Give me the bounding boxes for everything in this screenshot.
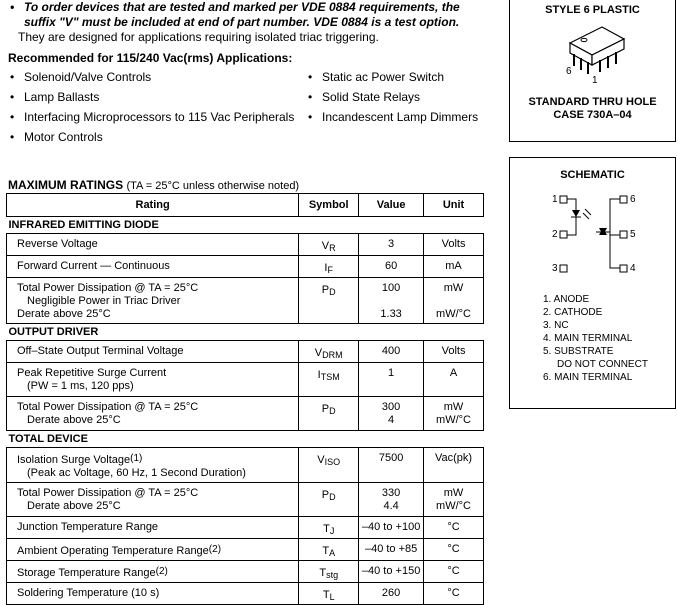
cell-symbol: $T_L$ bbox=[299, 583, 359, 605]
ratings-condition: (TA = 25°C unless otherwise noted) bbox=[126, 180, 300, 192]
schematic-pin-3: 3 bbox=[552, 263, 558, 274]
intro-paragraph bbox=[8, 0, 498, 45]
table-row bbox=[7, 583, 484, 605]
rating-line: Peak Repetitive Surge Current bbox=[17, 367, 167, 379]
cell-value: –40 to +150 bbox=[359, 561, 424, 583]
list-item: 3. NC bbox=[543, 320, 569, 331]
cell-unit: mW mW/°C bbox=[424, 278, 484, 324]
pin-1-label: 1 bbox=[592, 75, 598, 86]
cell-value: 1 bbox=[359, 363, 424, 397]
rating-line: (Peak ac Voltage, 60 Hz, 1 Second Duration) bbox=[27, 467, 246, 479]
cell-rating bbox=[7, 397, 299, 431]
cell-unit: Volts bbox=[424, 341, 484, 363]
list-item: • Solid State Relays bbox=[306, 87, 478, 107]
cell-symbol: $P_D$ bbox=[299, 278, 359, 324]
cell-unit: Volts bbox=[424, 234, 484, 256]
cell-unit: °C bbox=[424, 517, 484, 539]
rating-line: Derate above 25°C bbox=[27, 500, 121, 512]
schematic-pin-2: 2 bbox=[552, 229, 558, 240]
cell-unit: °C bbox=[424, 583, 484, 605]
cell-symbol: $V_{DRM}$ bbox=[299, 341, 359, 363]
cell-value: –40 to +85 bbox=[359, 539, 424, 561]
list-item: 6. MAIN TERMINAL bbox=[543, 372, 633, 383]
applications-right-list bbox=[306, 67, 478, 127]
list-item: DO NOT CONNECT bbox=[557, 359, 648, 370]
rating-line: Derate above 25°C bbox=[27, 414, 121, 426]
section-ired: INFRARED EMITTING DIODE bbox=[8, 219, 159, 231]
table-row bbox=[7, 517, 484, 539]
cell-rating: Junction Temperature Range bbox=[7, 517, 299, 539]
cell-value: 300 4 bbox=[359, 397, 424, 431]
rating-line: Total Power Dissipation @ TA = 25°C bbox=[17, 401, 199, 413]
applications-title: Recommended for 115/240 Vac(rms) Applications: bbox=[8, 51, 293, 65]
section-row bbox=[7, 217, 484, 234]
cell-symbol: $I_F$ bbox=[299, 256, 359, 278]
pin-list bbox=[543, 293, 648, 384]
cell-rating: Off–State Output Terminal Voltage bbox=[7, 341, 299, 363]
cell-symbol: $T_{stg}$ bbox=[299, 561, 359, 583]
cell-rating: Soldering Temperature (10 s) bbox=[7, 583, 299, 605]
cell-symbol: $T_J$ bbox=[299, 517, 359, 539]
cell-rating: Ambient Operating Temperature Range(2) bbox=[7, 539, 299, 561]
list-item: • Static ac Power Switch bbox=[306, 67, 478, 87]
header-symbol: Symbol bbox=[299, 194, 359, 217]
cell-unit: mW mW/°C bbox=[424, 397, 484, 431]
rating-line: Isolation Surge Voltage bbox=[17, 454, 131, 466]
cell-value: 3 bbox=[359, 234, 424, 256]
table-header bbox=[7, 194, 484, 217]
schematic-diagram bbox=[510, 188, 675, 283]
package-box bbox=[509, 0, 676, 142]
cell-value: –40 to +100 bbox=[359, 517, 424, 539]
list-item: • Lamp Ballasts bbox=[8, 87, 294, 107]
intro-text-3: They are designed for applications requiring isolated triac triggering. bbox=[18, 30, 379, 44]
header-unit: Unit bbox=[424, 194, 484, 217]
cell-rating bbox=[7, 448, 299, 483]
package-style: STYLE 6 PLASTIC bbox=[545, 4, 640, 16]
list-item: 5. SUBSTRATE bbox=[543, 346, 614, 357]
rating-line: Total Power Dissipation @ TA = 25°C bbox=[17, 282, 199, 294]
header-value: Value bbox=[359, 194, 424, 217]
ratings-table bbox=[6, 193, 484, 605]
cell-symbol: $V_{ISO}$ bbox=[299, 448, 359, 483]
ratings-heading: MAXIMUM RATINGS bbox=[8, 178, 124, 192]
schematic-title: SCHEMATIC bbox=[560, 169, 625, 181]
cell-unit: °C bbox=[424, 561, 484, 583]
table-row bbox=[7, 234, 484, 256]
cell-symbol: $P_D$ bbox=[299, 397, 359, 431]
cell-symbol: $T_A$ bbox=[299, 539, 359, 561]
table-row bbox=[7, 341, 484, 363]
schematic-pin-6: 6 bbox=[630, 194, 636, 205]
table-row bbox=[7, 256, 484, 278]
section-row bbox=[7, 431, 484, 448]
cell-value: 7500 bbox=[359, 448, 424, 483]
list-item: • Motor Controls bbox=[8, 127, 294, 147]
cell-symbol: $V_R$ bbox=[299, 234, 359, 256]
rating-line: Total Power Dissipation @ TA = 25°C bbox=[17, 487, 199, 499]
intro-text-1: To order devices that are tested and marked per VDE 0884 requirements, the bbox=[24, 0, 460, 14]
dip-package-icon bbox=[562, 21, 632, 81]
intro-text-2: suffix "V" must be included at end of part number. VDE 0884 is a test option. bbox=[24, 15, 460, 29]
ratings-title bbox=[8, 178, 299, 192]
footnote-ref: (2) bbox=[208, 544, 222, 555]
list-item: • Incandescent Lamp Dimmers bbox=[306, 107, 478, 127]
footnote-ref: (2) bbox=[155, 566, 168, 577]
table-row bbox=[7, 448, 484, 483]
cell-unit: mA bbox=[424, 256, 484, 278]
cell-rating bbox=[7, 278, 299, 324]
bullet: • bbox=[10, 0, 15, 14]
cell-rating: Reverse Voltage bbox=[7, 234, 299, 256]
cell-value: 400 bbox=[359, 341, 424, 363]
section-output: OUTPUT DRIVER bbox=[8, 326, 99, 338]
rating-line: Derate above 25°C bbox=[17, 308, 111, 320]
schematic-pin-1: 1 bbox=[552, 194, 558, 205]
package-line-1: STANDARD THRU HOLE bbox=[528, 96, 657, 108]
cell-rating: Storage Temperature Range(2) bbox=[7, 561, 299, 583]
rating-line: (PW = 1 ms, 120 pps) bbox=[27, 380, 134, 392]
table-row bbox=[7, 483, 484, 517]
schematic-box bbox=[509, 157, 676, 409]
cell-rating bbox=[7, 483, 299, 517]
cell-value: 60 bbox=[359, 256, 424, 278]
cell-value: 100 1.33 bbox=[359, 278, 424, 324]
schematic-pin-4: 4 bbox=[630, 263, 636, 274]
list-item: 2. CATHODE bbox=[543, 307, 603, 318]
intro-line-3 bbox=[8, 30, 498, 45]
section-total: TOTAL DEVICE bbox=[8, 433, 88, 445]
table-row bbox=[7, 561, 484, 583]
cell-symbol: $P_D$ bbox=[299, 483, 359, 517]
list-item: • Interfacing Microprocessors to 115 Vac Peripherals bbox=[8, 107, 294, 127]
list-item: 4. MAIN TERMINAL bbox=[543, 333, 633, 344]
cell-rating: Forward Current — Continuous bbox=[7, 256, 299, 278]
intro-line-2 bbox=[8, 15, 498, 30]
header-rating: Rating bbox=[7, 194, 299, 217]
cell-value: 330 4.4 bbox=[359, 483, 424, 517]
cell-unit: A bbox=[424, 363, 484, 397]
pin-6-label: 6 bbox=[566, 66, 572, 77]
rating-line: Negligible Power in Triac Driver bbox=[27, 295, 181, 307]
list-item: • Solenoid/Valve Controls bbox=[8, 67, 294, 87]
footnote-ref: (1) bbox=[130, 453, 143, 464]
package-line-2: CASE 730A–04 bbox=[553, 109, 632, 121]
table-row bbox=[7, 397, 484, 431]
table-row bbox=[7, 363, 484, 397]
table-row bbox=[7, 278, 484, 324]
intro-line-1 bbox=[8, 0, 498, 15]
cell-symbol: $I_{TSM}$ bbox=[299, 363, 359, 397]
table-row bbox=[7, 539, 484, 561]
schematic-pin-5: 5 bbox=[630, 229, 636, 240]
section-row bbox=[7, 324, 484, 341]
cell-unit: Vac(pk) bbox=[424, 448, 484, 483]
cell-unit: °C bbox=[424, 539, 484, 561]
cell-value: 260 bbox=[359, 583, 424, 605]
cell-unit: mW mW/°C bbox=[424, 483, 484, 517]
applications-left-list bbox=[8, 67, 294, 147]
list-item: 1. ANODE bbox=[543, 294, 590, 305]
cell-rating bbox=[7, 363, 299, 397]
